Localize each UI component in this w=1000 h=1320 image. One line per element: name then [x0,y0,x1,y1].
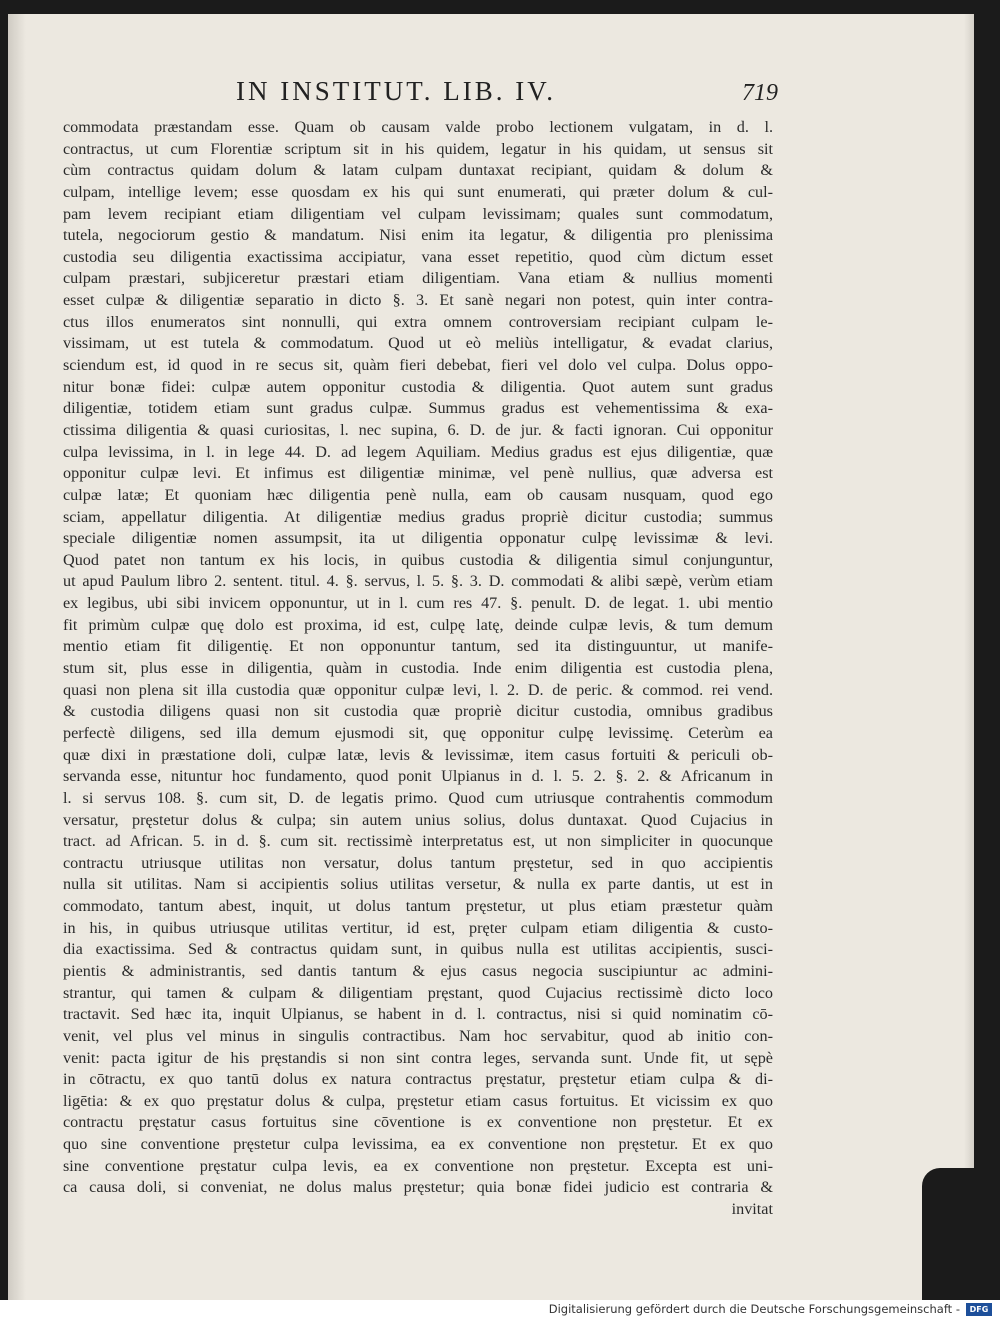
text-line: invitat [731,1200,773,1219]
text-line: opponitur culpæ levi. Et infimus est diligentiæ minimæ, vel penè nullius, quæ adversa est [63,464,773,483]
book-page [8,14,974,1300]
text-line: culpam præstari, subjiceretur præstari etiam diligentiam. Vana etiam & nullius momenti [63,269,773,288]
page-gutter [8,14,26,1300]
text-line: speciale diligentiæ nomen assumpsit, ita ut diligentia opponatur culpę levissimæ & levi. [63,529,773,548]
text-line: culpam, intellige levem; esse quosdam ex his qui sunt enumerati, qui præter dolum & cul- [63,182,773,201]
text-line: quæ dixi in præstatione doli, culpæ latæ, levis & levissimæ, item casus fortuiti & periculi ob- [63,745,773,764]
text-line: quo sine conventione pręstetur culpa levissima, ea ex conventione non pręstetur. Et ex quo [63,1135,773,1154]
text-line: contractu pręstatur casus fortuitus sine cōventione is ex conventione non pręstetur. Et ex [63,1113,773,1132]
text-line: mentio etiam fit diligentię. Et non opponuntur tantum, sed ita distinguuntur, ut manife- [63,637,773,656]
text-line: in his, in quibus utriusque utilitas vertitur, id est, pręter culpam etiam diligentia & custo- [63,918,773,937]
footer-bar [0,1300,1000,1320]
text-line: contractus, ut cum Florentiæ scriptum sit in his quidem, legatur in his quidam, ut sensus sit [63,139,773,158]
text-line: ctissima diligentia & quasi curiositas, l. nec supina, 6. D. de jur. & facti ignoran. Cui opponitur [63,420,773,439]
text-line: l. si servus 108. §. cum sit, D. de legatis primo. Quod cum utriusque contrahentis commodum [63,788,773,807]
text-line: stum sit, plus esse in diligentia, quàm in custodia. Inde enim diligentia est custodia plena, [63,659,773,678]
text-line: ctus illos enumeratos sint nonnulli, qui extra omnem controversiam recipiant culpam le- [63,312,773,331]
text-line: servanda esse, nituntur hoc fundamento, quod ponit Ulpianus in d. l. 5. 2. §. 2. & Africanum in [63,767,773,786]
text-line: vissimam, ut est tutela & commodatum. Quod ut eò meliùs intelligatur, & evadat clarius, [63,334,773,353]
text-line: culpa levissima, in l. in lege 44. D. ad legem Aquiliam. Medius gradus est ejus diligentiæ, quæ [63,442,773,461]
text-line: ex legibus, ubi sibi invicem opponuntur, ut in l. cum res 47. §. penult. D. de legat. 1. ubi mentio [63,594,773,613]
text-line: versatur, pręstetur dolus & culpa; sin autem unius solius, dolus duntaxat. Quod Cujacius in [63,810,773,829]
text-line: & custodia diligens quasi non sit custodia quæ propriè dicitur custodia, omnibus gradibus [63,702,773,721]
text-line: esset culpæ & diligentiæ separatio in dicto §. 3. Et sanè negari non potest, quin inter contra- [63,291,773,310]
text-line: commodato, tantum abest, inquit, ut dolus tantum pręstetur, ut plus etiam præstetur quàm [63,897,773,916]
text-line: quasi non plena sit illa custodia quæ opponitur culpæ levi, l. 2. D. de peric. & commod. rei vend. [63,680,773,699]
text-line: tract. ad African. 5. in d. §. cum sit. rectissimè interpretatus est, ut non simpliciter in quocunque [63,832,773,851]
text-line: venit: pacta igitur de his pręstandis si non sint contra leges, servanda sunt. Unde fit, ut sępè [63,1048,773,1067]
text-line: cùm contractus quidam dolum & latam culpam duntaxat recipiant, quidam & dolum & [63,161,773,180]
text-line: sciendum est, id quod in re secus sit, quàm fieri debebat, fieri vel dolo vel culpa. Dolus oppo- [63,356,773,375]
text-line: perfectè diligens, sed illa demum ejusmodi sit, quę opponitur culpę levissimę. Ceterùm ea [63,723,773,742]
dfg-logo: DFG [966,1303,992,1316]
text-line: culpæ latæ; Et quoniam hæc diligentia penè nulla, eam ob causam nusquam, quod ego [63,485,773,504]
funding-notice: Digitalisierung gefördert durch die Deutsche Forschungsgemeinschaft - [548,1302,960,1316]
text-line: in cōtractu, ex quo tantū dolus ex natura contractus pręstatur, pręstetur etiam culpa & di- [63,1070,773,1089]
text-line: pam levem recipiant etiam diligentiam vel culpam levissimam; quales sunt commodatum, [63,204,773,223]
text-line: sciam, appellatur diligentia. At diligentiæ medius gradus propriè dicitur custodia; summus [63,507,773,526]
text-line: ut apud Paulum libro 2. sentent. titul. 4. §. servus, l. 5. §. 3. D. commodati & alibi sæpè, verùm etiam [63,572,773,591]
text-line: contractu utriusque utilitas non versatur, dolus tantum pręstetur, sed in quo accipientis [63,853,773,872]
text-line: ligētia: & ex quo pręstatur dolus & culpa, pręstetur etiam casus fortuitus. Et vicissim ex quo [63,1091,773,1110]
text-line: nulla sit utilitas. Nam si accipientis solius utilitas versetur, & nulla ex parte dantis, ut est in [63,875,773,894]
text-line: pientis & administrantis, sed dantis tantum & ejus casus negocia suscipiuntur ac admini- [63,961,773,980]
text-line: diligentiæ, totidem etiam sunt gradus culpæ. Summus gradus est vehementissima & exa- [63,399,773,418]
text-line: Quod patet non tantum ex his locis, in quibus custodia & diligentia simul conjunguntur, [63,550,773,569]
page-edge [964,14,974,1300]
page-torn-corner [922,1168,974,1300]
text-line: venit, vel plus vel minus in singulis contractibus. Nam hoc servabitur, quod ab initio con- [63,1026,773,1045]
text-line: sine conventione pręstatur culpa levis, ea ex conventione non pręstetur. Excepta est uni- [63,1156,773,1175]
text-line: tutela, negociorum gestio & mandatum. Nisi enim ita legatur, & diligentia pro plenissima [63,226,773,245]
text-line: dia exactissima. Sed & contractus quidam sunt, in quibus nulla est utilitas accipientis, susci- [63,940,773,959]
text-line: nitur bonæ fidei: culpæ autem opponitur custodia & diligentia. Quot autem sunt gradus [63,377,773,396]
running-head: IN INSTITUT. LIB. IV. [236,76,556,106]
text-line: commodata præstandam esse. Quam ob causam valde probo lectionem vulgatam, in d. l. [63,118,773,136]
text-line: tractavit. Sed hæc ita, inquit Ulpianus, se habent in d. l. contractus, nisi si quid nominatim cō- [63,1005,773,1024]
text-line: strantur, qui tamen & culpam & diligentiam pręstant, quod Cujacius rectissimè dicto loco [63,983,773,1002]
body-text [63,117,773,1221]
text-line: custodia seu diligentia exactissima accipiatur, vana esset repetitio, quod cùm dictum esset [63,247,773,266]
text-line: fit primùm culpæ quę dolo est proxima, id est, culpę latę, deinde culpæ levis, & tum demum [63,615,773,634]
text-line: ca causa doli, si conveniat, ne dolus malus pręstetur; quia bonæ fidei judicio est contraria & [63,1178,773,1197]
page-number: 719 [742,80,778,106]
